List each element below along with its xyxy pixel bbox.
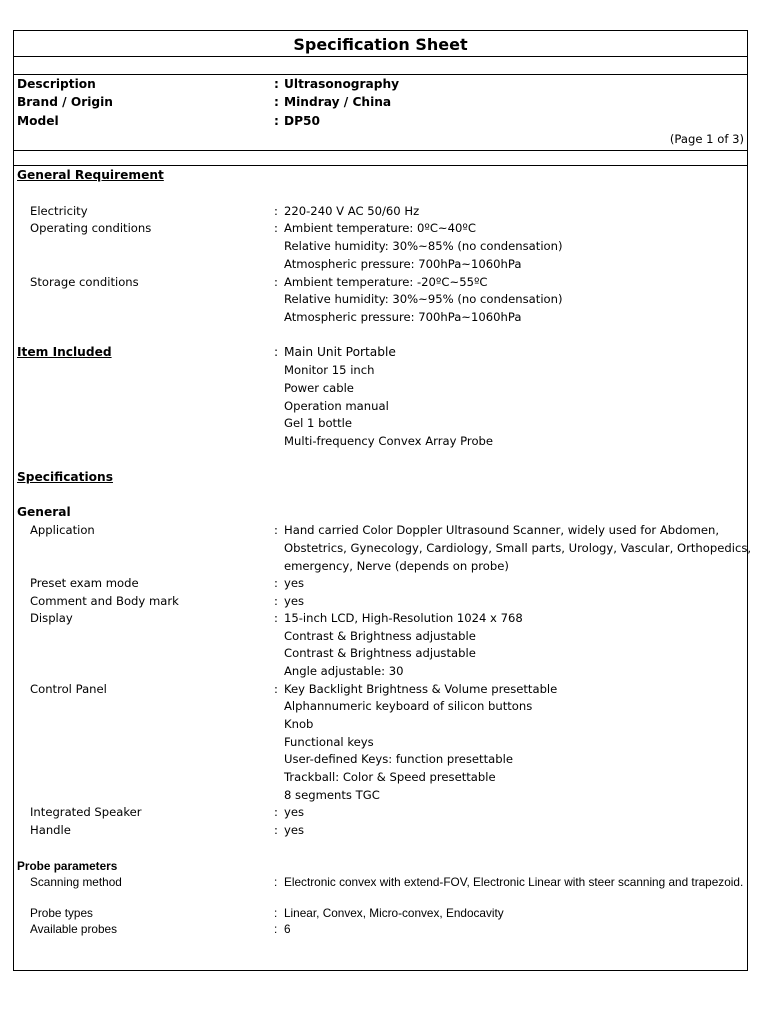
- control-value: Key Backlight Brightness & Volume presettable: [284, 682, 558, 696]
- storage-value: Atmospheric pressure: 700hPa~1060hPa: [284, 310, 522, 324]
- display-value: Angle adjustable: 30: [284, 664, 404, 678]
- speaker-value: yes: [284, 805, 305, 819]
- list-item: Gel 1 bottle: [284, 416, 352, 430]
- specification-sheet: [13, 30, 752, 971]
- application-value: Obstetrics, Gynecology, Cardiology, Small parts, Urology, Vascular, Orthopedics,: [284, 541, 752, 555]
- storage-value: Ambient temperature: -20ºC~55ºC: [284, 275, 488, 289]
- operating-value: Atmospheric pressure: 700hPa~1060hPa: [284, 257, 522, 271]
- page-title: Specification Sheet: [293, 35, 468, 54]
- model-label: Model: [17, 114, 59, 128]
- specifications-heading: Specifications: [17, 470, 113, 484]
- operating-value: Ambient temperature: 0ºC~40ºC: [284, 221, 476, 235]
- separator: :: [274, 77, 279, 91]
- separator: :: [274, 823, 278, 837]
- display-value: Contrast & Brightness adjustable: [284, 646, 476, 660]
- handle-value: yes: [284, 823, 305, 837]
- brand-value: Mindray / China: [284, 95, 392, 109]
- separator: :: [274, 221, 278, 235]
- items-included-heading: Item Included: [17, 345, 112, 359]
- control-value: User-defined Keys: function presettable: [284, 752, 513, 766]
- operating-label: Operating conditions: [30, 221, 152, 235]
- available-label: Available probes: [30, 922, 118, 936]
- control-label: Control Panel: [30, 682, 107, 696]
- scanning-value: Electronic convex with extend-FOV, Electronic Linear with steer scanning and trapezoid.: [284, 875, 744, 889]
- types-label: Probe types: [30, 906, 93, 920]
- scanning-label: Scanning method: [30, 875, 122, 889]
- display-value: Contrast & Brightness adjustable: [284, 629, 476, 643]
- description-label: Description: [17, 77, 96, 91]
- operating-value: Relative humidity: 30%~85% (no condensation): [284, 239, 563, 253]
- control-value: Trackball: Color & Speed presettable: [284, 770, 496, 784]
- divider: [14, 56, 747, 57]
- separator: :: [274, 523, 278, 537]
- preset-label: Preset exam mode: [30, 576, 139, 590]
- model-value: DP50: [284, 114, 321, 128]
- control-value: Knob: [284, 717, 314, 731]
- divider: [14, 150, 747, 151]
- available-value: 6: [284, 922, 291, 936]
- page-info: (Page 1 of 3): [669, 132, 744, 146]
- separator: :: [274, 204, 278, 218]
- control-value: Alphannumeric keyboard of silicon buttons: [284, 699, 533, 713]
- list-item: Monitor 15 inch: [284, 363, 375, 377]
- separator: :: [274, 875, 278, 889]
- speaker-label: Integrated Speaker: [30, 805, 142, 819]
- handle-label: Handle: [30, 823, 71, 837]
- types-value: Linear, Convex, Micro-convex, Endocavity: [284, 906, 504, 920]
- separator: :: [274, 922, 278, 936]
- separator: :: [274, 95, 279, 109]
- separator: :: [274, 611, 278, 625]
- application-value: Hand carried Color Doppler Ultrasound Scanner, widely used for Abdomen,: [284, 523, 720, 537]
- control-value: Functional keys: [284, 735, 374, 749]
- list-item: Main Unit Portable: [284, 345, 396, 359]
- general-requirement-heading: General Requirement: [17, 168, 164, 182]
- probe-parameters-heading: Probe parameters: [17, 859, 118, 873]
- separator: :: [274, 576, 278, 590]
- preset-value: yes: [284, 576, 305, 590]
- list-item: Operation manual: [284, 399, 389, 413]
- list-item: Multi-frequency Convex Array Probe: [284, 434, 494, 448]
- divider: [14, 165, 747, 166]
- separator: :: [274, 682, 278, 696]
- divider: [14, 74, 747, 75]
- brand-label: Brand / Origin: [17, 95, 113, 109]
- electricity-value: 220-240 V AC 50/60 Hz: [284, 204, 420, 218]
- storage-label: Storage conditions: [30, 275, 139, 289]
- application-value: emergency, Nerve (depends on probe): [284, 559, 509, 573]
- separator: :: [274, 906, 278, 920]
- list-item: Power cable: [284, 381, 354, 395]
- comment-label: Comment and Body mark: [30, 594, 179, 608]
- separator: :: [274, 114, 279, 128]
- description-value: Ultrasonography: [284, 77, 400, 91]
- separator: :: [274, 275, 278, 289]
- comment-value: yes: [284, 594, 305, 608]
- application-label: Application: [30, 523, 95, 537]
- scanning-row: [14, 874, 747, 906]
- separator: :: [274, 805, 278, 819]
- separator: :: [274, 345, 279, 359]
- storage-value: Relative humidity: 30%~95% (no condensation): [284, 292, 563, 306]
- general-heading: General: [17, 505, 71, 519]
- electricity-label: Electricity: [30, 204, 88, 218]
- display-label: Display: [30, 611, 73, 625]
- display-value: 15-inch LCD, High-Resolution 1024 x 768: [284, 611, 523, 625]
- separator: :: [274, 594, 278, 608]
- control-value: 8 segments TGC: [284, 788, 380, 802]
